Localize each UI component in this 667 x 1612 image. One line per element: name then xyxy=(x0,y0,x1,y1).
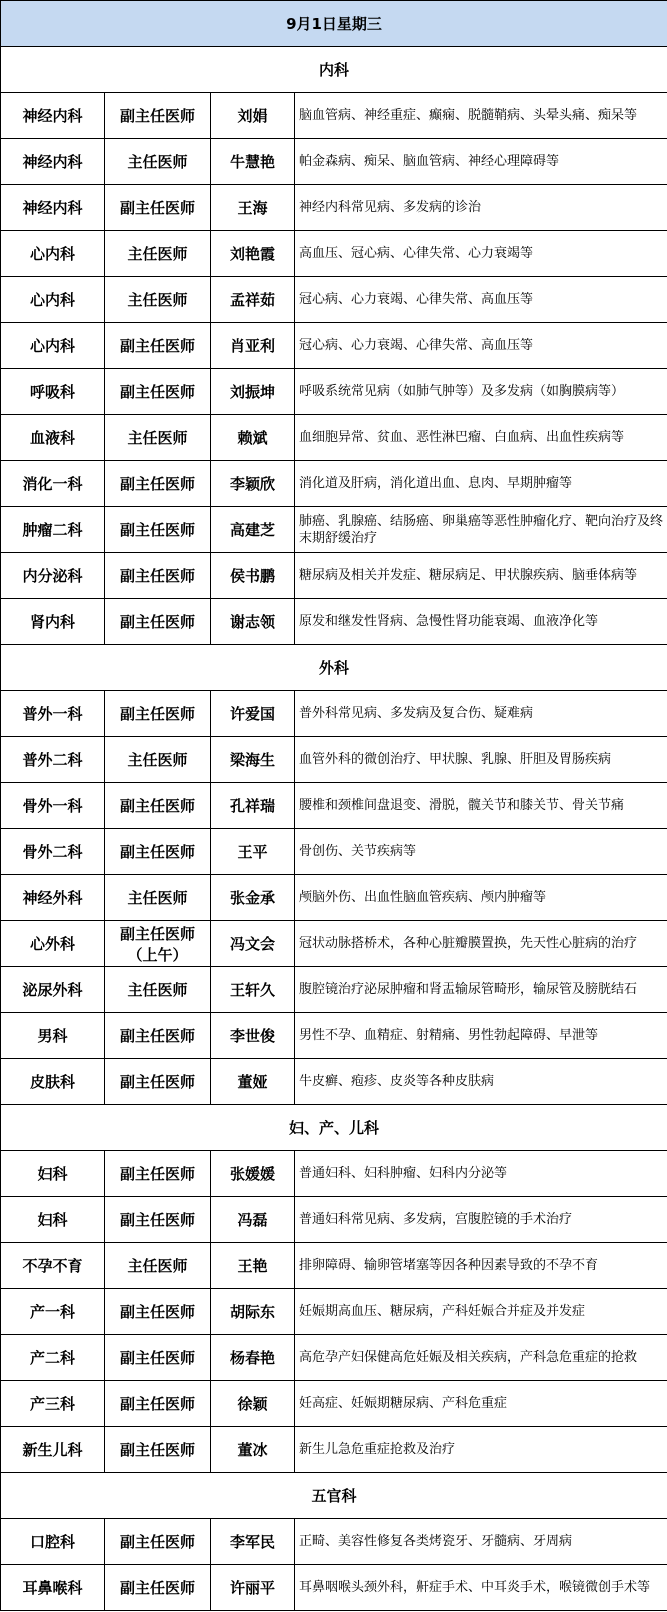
doctor-name-cell: 张金承 xyxy=(211,875,295,921)
specialty-cell: 普通妇科常见病、多发病，宫腹腔镜的手术治疗 xyxy=(295,1197,667,1243)
specialty-cell: 血细胞异常、贫血、恶性淋巴瘤、白血病、出血性疾病等 xyxy=(295,415,667,461)
doctor-name-cell: 赖斌 xyxy=(211,415,295,461)
specialty-cell: 腹腔镜治疗泌尿肿瘤和肾盂输尿管畸形，输尿管及膀胱结石 xyxy=(295,967,667,1013)
specialty-cell: 消化道及肝病，消化道出血、息肉、早期肿瘤等 xyxy=(295,461,667,507)
title-cell: 副主任医师 xyxy=(105,1335,211,1381)
doctor-name-cell: 孟祥茹 xyxy=(211,277,295,323)
title-cell: 副主任医师 xyxy=(105,1381,211,1427)
doctor-name-cell: 许丽平 xyxy=(211,1565,295,1611)
department-cell: 神经内科 xyxy=(1,185,105,231)
table-row xyxy=(1,415,667,461)
department-cell: 肿瘤二科 xyxy=(1,507,105,553)
table-row xyxy=(1,599,667,645)
specialty-cell: 原发和继发性肾病、急慢性肾功能衰竭、血液净化等 xyxy=(295,599,667,645)
doctor-name-cell: 高建芝 xyxy=(211,507,295,553)
schedule-date: 9月1日星期三 xyxy=(1,1,667,47)
doctor-name-cell: 梁海生 xyxy=(211,737,295,783)
specialty-cell: 腰椎和颈椎间盘退变、滑脱，髋关节和膝关节、骨关节痛 xyxy=(295,783,667,829)
specialty-cell: 血管外科的微创治疗、甲状腺、乳腺、肝胆及胃肠疾病 xyxy=(295,737,667,783)
title-text: 副主任医师 xyxy=(119,924,195,943)
specialty-cell: 糖尿病及相关并发症、糖尿病足、甲状腺疾病、脑垂体病等 xyxy=(295,553,667,599)
doctor-name-cell: 董娅 xyxy=(211,1059,295,1105)
title-cell: 副主任医师 xyxy=(105,1289,211,1335)
table-row xyxy=(1,1243,667,1289)
table-row xyxy=(1,369,667,415)
table-row xyxy=(1,1381,667,1427)
doctor-name-cell: 李颖欣 xyxy=(211,461,295,507)
table-row xyxy=(1,1427,667,1473)
department-cell: 普外一科 xyxy=(1,691,105,737)
doctor-name-cell: 冯文会 xyxy=(211,921,295,967)
title-cell: 副主任医师 xyxy=(105,1059,211,1105)
doctor-name-cell: 刘娟 xyxy=(211,93,295,139)
specialty-cell: 神经内科常见病、多发病的诊治 xyxy=(295,185,667,231)
department-cell: 泌尿外科 xyxy=(1,967,105,1013)
table-row xyxy=(1,875,667,921)
specialty-cell: 骨创伤、关节疾病等 xyxy=(295,829,667,875)
section-title: 妇、产、儿科 xyxy=(1,1105,667,1151)
department-cell: 男科 xyxy=(1,1013,105,1059)
title-cell: 主任医师 xyxy=(105,875,211,921)
table-row xyxy=(1,829,667,875)
department-cell: 骨外一科 xyxy=(1,783,105,829)
section-title: 五官科 xyxy=(1,1473,667,1519)
specialty-cell: 帕金森病、痴呆、脑血管病、神经心理障碍等 xyxy=(295,139,667,185)
department-cell: 妇科 xyxy=(1,1151,105,1197)
section-title: 外科 xyxy=(1,645,667,691)
specialty-cell: 冠状动脉搭桥术，各种心脏瓣膜置换，先天性心脏病的治疗 xyxy=(295,921,667,967)
title-cell: 副主任医师 xyxy=(105,1565,211,1611)
title-cell: 副主任医师 xyxy=(105,1427,211,1473)
department-cell: 皮肤科 xyxy=(1,1059,105,1105)
doctor-name-cell: 王平 xyxy=(211,829,295,875)
department-cell: 心内科 xyxy=(1,231,105,277)
doctor-name-cell: 李军民 xyxy=(211,1519,295,1565)
title-cell: 主任医师 xyxy=(105,737,211,783)
department-cell: 神经内科 xyxy=(1,139,105,185)
department-cell: 心内科 xyxy=(1,277,105,323)
table-row xyxy=(1,967,667,1013)
department-cell: 血液科 xyxy=(1,415,105,461)
doctor-name-cell: 徐颖 xyxy=(211,1381,295,1427)
table-row xyxy=(1,921,667,967)
section-title: 内科 xyxy=(1,47,667,93)
department-cell: 内分泌科 xyxy=(1,553,105,599)
table-row xyxy=(1,1013,667,1059)
doctor-name-cell: 孔祥瑞 xyxy=(211,783,295,829)
department-cell: 产一科 xyxy=(1,1289,105,1335)
table-row xyxy=(1,1151,667,1197)
specialty-cell: 妊高症、妊娠期糖尿病、产科危重症 xyxy=(295,1381,667,1427)
doctor-name-cell: 许爱国 xyxy=(211,691,295,737)
specialty-cell: 男性不孕、血精症、射精痛、男性勃起障碍、早泄等 xyxy=(295,1013,667,1059)
title-cell: 主任医师 xyxy=(105,139,211,185)
specialty-cell: 呼吸系统常见病（如肺气肿等）及多发病（如胸膜病等） xyxy=(295,369,667,415)
department-cell: 肾内科 xyxy=(1,599,105,645)
department-cell: 呼吸科 xyxy=(1,369,105,415)
department-cell: 新生儿科 xyxy=(1,1427,105,1473)
department-cell: 不孕不育 xyxy=(1,1243,105,1289)
table-row xyxy=(1,553,667,599)
doctor-name-cell: 胡际东 xyxy=(211,1289,295,1335)
specialty-cell: 冠心病、心力衰竭、心律失常、高血压等 xyxy=(295,277,667,323)
title-cell: 主任医师 xyxy=(105,415,211,461)
title-cell: 副主任医师 xyxy=(105,829,211,875)
section-header-row xyxy=(1,1473,667,1519)
doctor-name-cell: 王轩久 xyxy=(211,967,295,1013)
title-cell: 副主任医师 xyxy=(105,461,211,507)
table-row xyxy=(1,507,667,553)
specialty-cell: 妊娠期高血压、糖尿病，产科妊娠合并症及并发症 xyxy=(295,1289,667,1335)
doctor-name-cell: 侯书鹏 xyxy=(211,553,295,599)
section-header-row xyxy=(1,645,667,691)
table-row xyxy=(1,1565,667,1611)
specialty-cell: 冠心病、心力衰竭、心律失常、高血压等 xyxy=(295,323,667,369)
title-cell: 主任医师 xyxy=(105,1243,211,1289)
specialty-cell: 颅脑外伤、出血性脑血管疾病、颅内肿瘤等 xyxy=(295,875,667,921)
table-row xyxy=(1,231,667,277)
session-note: （上午） xyxy=(127,945,188,964)
date-header-row xyxy=(1,1,667,47)
department-cell: 产二科 xyxy=(1,1335,105,1381)
table-row xyxy=(1,1059,667,1105)
specialty-cell: 普通妇科、妇科肿瘤、妇科内分泌等 xyxy=(295,1151,667,1197)
department-cell: 消化一科 xyxy=(1,461,105,507)
doctor-name-cell: 刘振坤 xyxy=(211,369,295,415)
department-cell: 口腔科 xyxy=(1,1519,105,1565)
doctor-name-cell: 李世俊 xyxy=(211,1013,295,1059)
specialty-cell: 排卵障碍、输卵管堵塞等因各种因素导致的不孕不育 xyxy=(295,1243,667,1289)
doctor-name-cell: 谢志领 xyxy=(211,599,295,645)
title-cell: 副主任医师 xyxy=(105,553,211,599)
doctor-name-cell: 董冰 xyxy=(211,1427,295,1473)
doctor-name-cell: 张媛媛 xyxy=(211,1151,295,1197)
department-cell: 神经内科 xyxy=(1,93,105,139)
title-cell: 副主任医师 xyxy=(105,1197,211,1243)
title-cell: 副主任医师 xyxy=(105,1013,211,1059)
specialty-cell: 高血压、冠心病、心律失常、心力衰竭等 xyxy=(295,231,667,277)
specialty-cell: 普外科常见病、多发病及复合伤、疑难病 xyxy=(295,691,667,737)
title-cell: 副主任医师 xyxy=(105,1151,211,1197)
table-row xyxy=(1,737,667,783)
title-cell: 副主任医师 xyxy=(105,185,211,231)
department-cell: 普外二科 xyxy=(1,737,105,783)
department-cell: 心外科 xyxy=(1,921,105,967)
specialty-cell: 耳鼻咽喉头颈外科，鼾症手术、中耳炎手术，喉镜微创手术等 xyxy=(295,1565,667,1611)
specialty-cell: 新生儿急危重症抢救及治疗 xyxy=(295,1427,667,1473)
table-row xyxy=(1,185,667,231)
doctor-name-cell: 刘艳霞 xyxy=(211,231,295,277)
doctor-name-cell: 杨春艳 xyxy=(211,1335,295,1381)
department-cell: 心内科 xyxy=(1,323,105,369)
section-header-row xyxy=(1,47,667,93)
table-row xyxy=(1,139,667,185)
specialty-cell: 正畸、美容性修复各类烤瓷牙、牙髓病、牙周病 xyxy=(295,1519,667,1565)
title-cell: 副主任医师 xyxy=(105,783,211,829)
table-row xyxy=(1,691,667,737)
table-row xyxy=(1,323,667,369)
table-row xyxy=(1,783,667,829)
doctor-name-cell: 王海 xyxy=(211,185,295,231)
table-row xyxy=(1,1519,667,1565)
department-cell: 产三科 xyxy=(1,1381,105,1427)
doctor-name-cell: 肖亚利 xyxy=(211,323,295,369)
specialty-cell: 牛皮癣、疱疹、皮炎等各种皮肤病 xyxy=(295,1059,667,1105)
title-cell: 副主任医师 xyxy=(105,691,211,737)
title-cell: 主任医师 xyxy=(105,231,211,277)
table-row xyxy=(1,277,667,323)
specialty-cell: 肺癌、乳腺癌、结肠癌、卵巢癌等恶性肿瘤化疗、靶向治疗及终末期舒缓治疗 xyxy=(295,507,667,553)
title-cell: 主任医师 xyxy=(105,967,211,1013)
department-cell: 耳鼻喉科 xyxy=(1,1565,105,1611)
specialty-cell: 脑血管病、神经重症、癫痫、脱髓鞘病、头晕头痛、痴呆等 xyxy=(295,93,667,139)
table-row xyxy=(1,93,667,139)
department-cell: 骨外二科 xyxy=(1,829,105,875)
section-header-row xyxy=(1,1105,667,1151)
table-row xyxy=(1,461,667,507)
table-row xyxy=(1,1335,667,1381)
table-row xyxy=(1,1197,667,1243)
doctor-name-cell: 牛慧艳 xyxy=(211,139,295,185)
title-cell: 主任医师 xyxy=(105,277,211,323)
doctor-name-cell: 冯磊 xyxy=(211,1197,295,1243)
department-cell: 神经外科 xyxy=(1,875,105,921)
title-cell: 副主任医师 xyxy=(105,1519,211,1565)
doctor-name-cell: 王艳 xyxy=(211,1243,295,1289)
title-cell: 副主任医师 xyxy=(105,369,211,415)
title-cell: 副主任医师 xyxy=(105,599,211,645)
title-cell xyxy=(105,921,211,967)
specialty-cell: 高危孕产妇保健高危妊娠及相关疾病，产科急危重症的抢救 xyxy=(295,1335,667,1381)
table-row xyxy=(1,1289,667,1335)
title-cell: 副主任医师 xyxy=(105,93,211,139)
department-cell: 妇科 xyxy=(1,1197,105,1243)
title-cell: 副主任医师 xyxy=(105,323,211,369)
title-cell: 副主任医师 xyxy=(105,507,211,553)
